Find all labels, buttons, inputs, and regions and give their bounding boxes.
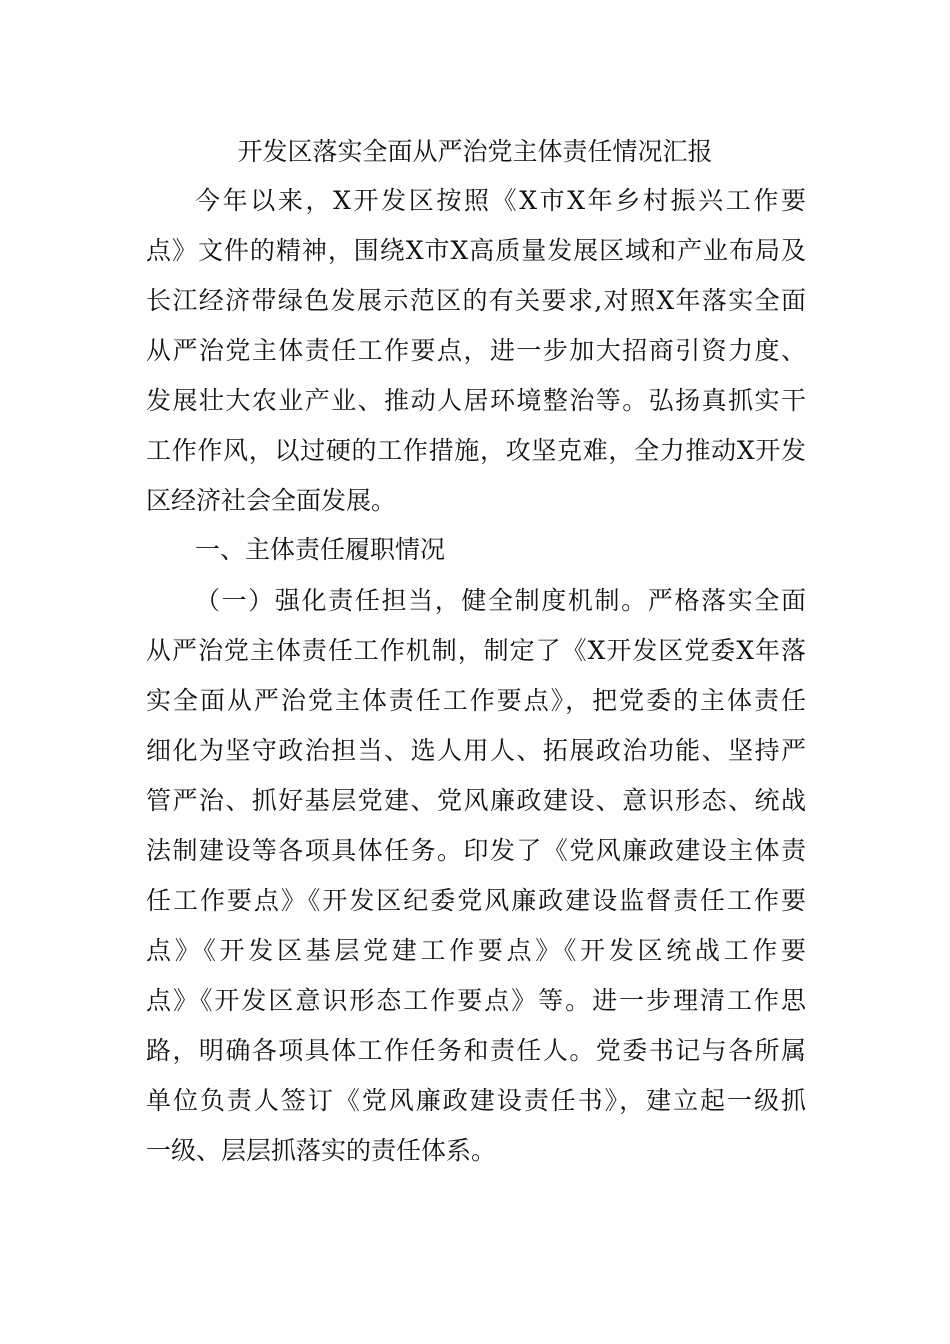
section-line: 实全面从严治党主体责任工作要点》，把党委的主体责任: [146, 686, 806, 715]
section-heading: 一、主体责任履职情况: [195, 535, 446, 564]
section-line: 任工作要点》《开发区纪委党风廉政建设监督责任工作要: [146, 886, 806, 915]
intro-line: 工作作风，以过硬的工作措施，攻坚克难，全力推动X开发: [146, 436, 806, 465]
intro-line: 从严治党主体责任工作要点，进一步加大招商引资力度、: [146, 336, 806, 365]
section-line: 细化为坚守政治担当、选人用人、拓展政治功能、坚持严: [146, 736, 806, 765]
intro-line: 长江经济带绿色发展示范区的有关要求,对照X年落实全面: [146, 286, 806, 315]
intro-line: 发展壮大农业产业、推动人居环境整治等。弘扬真抓实干: [146, 386, 806, 415]
intro-line: 区经济社会全面发展。: [146, 486, 397, 515]
section-line: 点》《开发区基层党建工作要点》《开发区统战工作要: [146, 936, 806, 965]
section-line: 点》《开发区意识形态工作要点》等。进一步理清工作思: [146, 986, 806, 1015]
section-line: 一级、层层抓落实的责任体系。: [146, 1136, 497, 1165]
section-line: 法制建设等各项具体任务。印发了《党风廉政建设主体责: [146, 836, 806, 865]
section-line: 从严治党主体责任工作机制，制定了《X开发区党委X年落: [146, 636, 806, 665]
section-line: 单位负责人签订《党风廉政建设责任书》，建立起一级抓: [146, 1086, 806, 1115]
section-line: 管严治、抓好基层党建、党风廉政建设、意识形态、统战: [146, 786, 806, 815]
section-line: （一）强化责任担当，健全制度机制。严格落实全面: [195, 586, 806, 615]
intro-line: 点》文件的精神，围绕X市X高质量发展区域和产业布局及: [146, 236, 806, 265]
document-title: 开发区落实全面从严治党主体责任情况汇报: [237, 137, 713, 166]
intro-line: 今年以来，X开发区按照《X市X年乡村振兴工作要: [195, 186, 806, 215]
section-line: 路，明确各项具体工作任务和责任人。党委书记与各所属: [146, 1036, 806, 1065]
